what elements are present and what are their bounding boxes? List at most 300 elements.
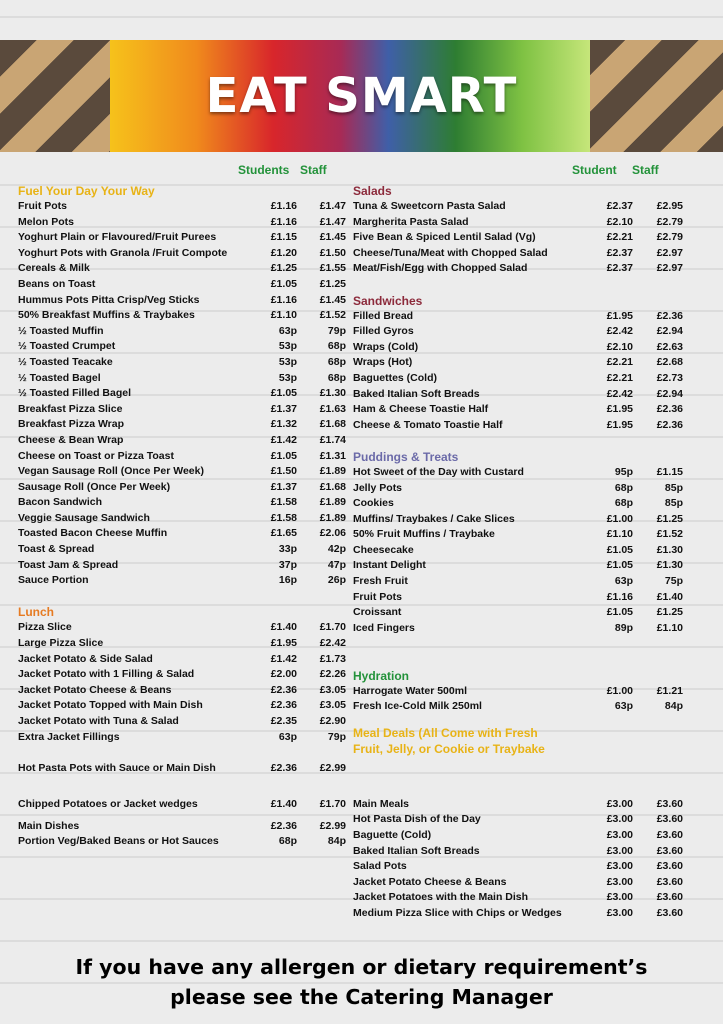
staff-price: £1.25 (319, 277, 346, 290)
menu-item (353, 875, 683, 891)
student-price: £2.21 (606, 356, 633, 369)
item-name: Yoghurt Pots with Granola /Fruit Compote (18, 246, 228, 259)
menu-item (18, 667, 346, 683)
staff-price: £2.68 (656, 356, 683, 369)
item-name: Hummus Pots Pitta Crisp/Veg Sticks (18, 293, 200, 306)
item-name: Cereals & Milk (18, 262, 90, 275)
student-price: £3.00 (606, 875, 633, 888)
student-price: £1.16 (606, 590, 633, 603)
menu-item (18, 636, 346, 652)
student-price: £1.20 (270, 246, 297, 259)
staff-price: 79p (327, 730, 346, 743)
menu-item (18, 558, 346, 574)
menu-item (353, 481, 683, 497)
student-price: 68p (614, 497, 633, 510)
menu-item (18, 215, 346, 231)
item-name: ½ Toasted Muffin (18, 324, 104, 337)
staff-price: 85p (664, 497, 683, 510)
staff-price: £3.60 (656, 875, 683, 888)
student-price: 16p (278, 574, 297, 587)
student-price: £1.95 (270, 637, 297, 650)
student-price: £1.25 (270, 262, 297, 275)
student-price: £2.10 (606, 215, 633, 228)
staff-price: £2.97 (656, 262, 683, 275)
staff-price: 84p (664, 700, 683, 713)
staff-price: £1.30 (656, 559, 683, 572)
item-name: Fresh Ice-Cold Milk 250ml (353, 700, 482, 713)
staff-price: £2.94 (656, 325, 683, 338)
section-meal-deals-title-2: Fruit, Jelly, or Cookie or Traybake (353, 741, 545, 756)
lunch-list (18, 620, 346, 745)
staff-price: 68p (327, 340, 346, 353)
item-name: Vegan Sausage Roll (Once Per Week) (18, 465, 204, 478)
staff-price: £2.26 (319, 668, 346, 681)
section-meal-deals-title-1: Meal Deals (All Come with Fresh (353, 725, 538, 740)
menu-item (18, 683, 346, 699)
student-price: 53p (278, 355, 297, 368)
menu-item (18, 495, 346, 511)
item-name: Filled Bread (353, 309, 414, 322)
student-price: £2.42 (606, 325, 633, 338)
student-price: £2.10 (606, 340, 633, 353)
staff-price: 85p (664, 481, 683, 494)
student-price: £1.58 (270, 511, 297, 524)
item-name: Meat/Fish/Egg with Chopped Salad (353, 262, 528, 275)
staff-price: £1.89 (319, 496, 346, 509)
item-name: Sausage Roll (Once Per Week) (18, 480, 171, 493)
student-price: £1.58 (270, 496, 297, 509)
staff-price: £1.52 (319, 309, 346, 322)
salads-list (353, 199, 683, 277)
page-title: EAT SMART (205, 68, 518, 124)
menu-item (353, 512, 683, 528)
menu-item (353, 527, 683, 543)
student-price: £1.16 (270, 293, 297, 306)
item-name: Hot Pasta Dish of the Day (353, 813, 481, 826)
item-name: Baguettes (Cold) (353, 371, 437, 384)
student-price: £1.95 (606, 403, 633, 416)
staff-price: £3.05 (319, 699, 346, 712)
menu-item (18, 573, 346, 589)
staff-price: £1.47 (319, 200, 346, 212)
item-name: Croissant (353, 606, 402, 619)
staff-price: £1.89 (319, 465, 346, 478)
menu-item (353, 261, 683, 277)
staff-price: £1.25 (656, 512, 683, 525)
menu-item (18, 339, 346, 355)
menu-item (18, 730, 346, 746)
staff-price: £1.70 (319, 621, 346, 634)
item-name: Bacon Sandwich (18, 496, 103, 509)
menu-item (353, 355, 683, 371)
student-price: £2.42 (606, 387, 633, 400)
item-name: Jacket Potatoes with the Main Dish (353, 891, 529, 904)
student-price: £2.21 (606, 231, 633, 244)
menu-item (353, 844, 683, 860)
staff-price: £2.79 (656, 215, 683, 228)
sandwiches-list (353, 309, 683, 434)
item-name: Filled Gyros (353, 325, 414, 338)
staff-price: 79p (327, 324, 346, 337)
item-name: ½ Toasted Teacake (18, 355, 113, 368)
menu-item (353, 605, 683, 621)
menu-item (353, 230, 683, 246)
student-price: £1.05 (270, 449, 297, 462)
staff-price: £3.60 (656, 906, 683, 919)
menu-item (353, 324, 683, 340)
hydration-list (353, 684, 683, 715)
item-name: Hot Sweet of the Day with Custard (353, 465, 524, 478)
staff-price: 68p (327, 355, 346, 368)
item-name: Breakfast Pizza Wrap (18, 418, 125, 431)
menu-item (18, 652, 346, 668)
left-students-header: Students (238, 163, 290, 177)
staff-price: £1.68 (319, 480, 346, 493)
menu-item (18, 386, 346, 402)
left-column (18, 183, 346, 850)
item-name: Jacket Potato Cheese & Beans (353, 875, 507, 888)
item-name: Sauce Portion (18, 574, 89, 587)
item-name: Baked Italian Soft Breads (353, 844, 480, 857)
menu-item (18, 355, 346, 371)
item-name: Cheesecake (353, 543, 414, 556)
staff-price: £3.60 (656, 891, 683, 904)
menu-item: Chipped Potatoes or Jacket wedges £1.40 £1.70 (18, 797, 346, 810)
staff-price: £1.45 (319, 293, 346, 306)
section-sandwiches-title: Sandwiches (353, 293, 423, 308)
menu-item (18, 371, 346, 387)
student-price: £1.37 (270, 480, 297, 493)
staff-price: £1.30 (319, 387, 346, 400)
left-staff-header: Staff (300, 163, 327, 177)
student-price: £1.65 (270, 527, 297, 540)
item-name: Fruit Pots (353, 590, 402, 603)
section-lunch-title: Lunch (18, 605, 54, 620)
item-name: Jacket Potato with Tuna & Salad (18, 715, 179, 727)
student-price: £2.36 (270, 819, 297, 832)
staff-price: £1.52 (656, 528, 683, 541)
item-name: Jacket Potato & Side Salad (18, 652, 153, 665)
staff-price: £2.36 (656, 418, 683, 431)
student-price: 37p (278, 558, 297, 571)
item-name: Five Bean & Spiced Lentil Salad (Vg) (353, 231, 536, 244)
item-name: Toast & Spread (18, 543, 95, 556)
item-name: Cheese/Tuna/Meat with Chopped Salad (353, 246, 548, 259)
menu-item (18, 308, 346, 324)
student-price: £2.36 (270, 699, 297, 712)
student-price: 63p (278, 324, 297, 337)
item-name: Cheese on Toast or Pizza Toast (18, 449, 174, 462)
allergen-notice (0, 952, 723, 1012)
menu-item (353, 684, 683, 700)
section-fuel-title: Fuel Your Day Your Way (18, 184, 155, 198)
menu-item (353, 890, 683, 906)
staff-price: £1.89 (319, 511, 346, 524)
staff-price: £1.73 (319, 652, 346, 665)
staff-price: £1.50 (319, 246, 346, 259)
menu-item (353, 340, 683, 356)
item-name: Jelly Pots (353, 481, 403, 494)
menu-item (353, 387, 683, 403)
staff-price: £1.40 (656, 590, 683, 603)
menu-item (18, 464, 346, 480)
section-salads-title: Salads (353, 184, 392, 198)
student-price: 33p (278, 543, 297, 556)
item-name: Fresh Fruit (353, 575, 408, 588)
item-name: Wraps (Cold) (353, 340, 419, 353)
item-name: ½ Toasted Bagel (18, 371, 101, 384)
menu-item (18, 293, 346, 309)
student-price: £1.05 (270, 387, 297, 400)
staff-price: £2.42 (319, 637, 346, 650)
item-name: Cookies (353, 497, 394, 510)
menu-item (18, 834, 346, 850)
menu-item (18, 620, 346, 636)
item-name: Wraps (Hot) (353, 356, 413, 369)
item-name: Pizza Slice (18, 621, 72, 634)
student-price: £1.95 (606, 418, 633, 431)
menu-item (18, 511, 346, 527)
menu-item (18, 324, 346, 340)
staff-price: 75p (664, 575, 683, 588)
staff-price: £2.36 (656, 309, 683, 322)
item-name: Salad Pots (353, 860, 407, 873)
student-price: £3.00 (606, 797, 633, 810)
item-name: Breakfast Pizza Slice (18, 402, 123, 415)
student-price: £1.10 (606, 528, 633, 541)
menu-item (353, 496, 683, 512)
staff-price: £2.06 (319, 527, 346, 540)
staff-price: £1.15 (656, 465, 683, 478)
student-price: £1.05 (606, 543, 633, 556)
student-price: 53p (278, 371, 297, 384)
menu-item (18, 449, 346, 465)
menu-item (353, 797, 683, 813)
menu-item (18, 277, 346, 293)
fuel-list (18, 199, 346, 589)
student-price: 53p (278, 340, 297, 353)
item-name: ½ Toasted Crumpet (18, 340, 116, 353)
staff-price: £2.90 (319, 715, 346, 727)
item-name: Melon Pots (18, 215, 75, 228)
student-price: 63p (614, 575, 633, 588)
student-price: £1.37 (270, 402, 297, 415)
menu-item (353, 465, 683, 481)
student-price: £1.05 (606, 606, 633, 619)
staff-price: £2.99 (319, 819, 346, 832)
section-hydration-title: Hydration (353, 668, 410, 683)
menu-item (18, 199, 346, 215)
menu-item (353, 309, 683, 325)
menu-item (18, 480, 346, 496)
student-price: £1.42 (270, 652, 297, 665)
menu-item (353, 590, 683, 606)
staff-price: 84p (327, 835, 346, 848)
student-price: £1.95 (606, 309, 633, 322)
student-price: £1.00 (606, 684, 633, 697)
item-name: Jacket Potato with 1 Filling & Salad (18, 668, 195, 681)
student-price: £1.32 (270, 418, 297, 431)
item-name: Jacket Potato Topped with Main Dish (18, 699, 203, 712)
item-name: Iced Fingers (353, 621, 415, 634)
item-name: Large Pizza Slice (18, 637, 104, 650)
menu-item (353, 215, 683, 231)
staff-price: 47p (327, 558, 346, 571)
item-name: Baguette (Cold) (353, 829, 432, 841)
staff-price: 42p (327, 543, 346, 556)
menu-item (353, 418, 683, 434)
staff-price: £2.36 (656, 403, 683, 416)
item-name: Muffins/ Traybakes / Cake Slices (353, 512, 515, 525)
staff-price: £1.63 (319, 402, 346, 415)
student-price: £1.40 (270, 621, 297, 634)
student-price: £1.42 (270, 433, 297, 446)
staff-price: £2.73 (656, 371, 683, 384)
mains-list (18, 819, 346, 850)
menu-item (353, 199, 683, 215)
item-name: 50% Fruit Muffins / Traybake (353, 528, 495, 541)
staff-price: £3.60 (656, 829, 683, 841)
item-name: 50% Breakfast Muffins & Traybakes (18, 309, 195, 322)
student-price: 68p (614, 481, 633, 494)
student-price: £3.00 (606, 813, 633, 826)
student-price: £3.00 (606, 891, 633, 904)
student-price: £2.37 (606, 262, 633, 275)
menu-item (353, 621, 683, 637)
item-name: Toasted Bacon Cheese Muffin (18, 527, 168, 540)
staff-price: £3.60 (656, 813, 683, 826)
staff-price: 26p (327, 574, 346, 587)
student-price: £2.21 (606, 371, 633, 384)
item-name: Portion Veg/Baked Beans or Hot Sauces (18, 835, 219, 848)
menu-item (18, 542, 346, 558)
item-name: Fruit Pots (18, 200, 67, 212)
item-name: ½ Toasted Filled Bagel (18, 387, 131, 400)
menu-item (353, 574, 683, 590)
staff-price: £1.31 (319, 449, 346, 462)
student-price: £3.00 (606, 860, 633, 873)
student-price: £2.36 (270, 683, 297, 696)
section-puddings-title: Puddings & Treats (353, 449, 459, 464)
staff-price: £3.60 (656, 844, 683, 857)
student-price: 68p (278, 835, 297, 848)
right-staff-header: Staff (632, 163, 659, 177)
menu-item (353, 371, 683, 387)
student-price: £1.10 (270, 309, 297, 322)
student-price: £2.00 (270, 668, 297, 681)
staff-price: £1.45 (319, 231, 346, 244)
menu-item (18, 230, 346, 246)
menu-item (353, 859, 683, 875)
meal-deals-list (353, 797, 683, 922)
item-name: Main Dishes (18, 819, 80, 832)
student-price: 89p (614, 621, 633, 634)
staff-price: £1.55 (319, 262, 346, 275)
item-name: Extra Jacket Fillings (18, 730, 120, 743)
student-price: £3.00 (606, 829, 633, 841)
student-price: £3.00 (606, 844, 633, 857)
item-name: Cheese & Bean Wrap (18, 433, 124, 446)
item-name: Tuna & Sweetcorn Pasta Salad (353, 200, 506, 212)
item-name: Cheese & Tomato Toastie Half (353, 418, 503, 431)
item-name: Veggie Sausage Sandwich (18, 511, 150, 524)
staff-price: £1.25 (656, 606, 683, 619)
item-name: Jacket Potato Cheese & Beans (18, 683, 172, 696)
menu-item (18, 526, 346, 542)
menu-item (353, 543, 683, 559)
student-price: 63p (614, 700, 633, 713)
item-name: Main Meals (353, 797, 410, 810)
student-price: £1.15 (270, 231, 297, 244)
menu-item (353, 558, 683, 574)
menu-item (353, 699, 683, 715)
menu-item: Hot Pasta Pots with Sauce or Main Dish £2.36 £2.99 (18, 761, 346, 774)
student-price: 63p (278, 730, 297, 743)
staff-price: £3.60 (656, 860, 683, 873)
staff-price: £2.94 (656, 387, 683, 400)
menu-item (353, 246, 683, 262)
staff-price: £3.60 (656, 797, 683, 810)
item-name: Toast Jam & Spread (18, 558, 119, 571)
header-banner (0, 40, 723, 152)
puddings-list (353, 465, 683, 637)
student-price: £1.05 (606, 559, 633, 572)
student-price: £1.16 (270, 200, 297, 212)
item-name: Ham & Cheese Toastie Half (353, 403, 489, 416)
right-students-header: Student (572, 163, 617, 177)
staff-price: £1.47 (319, 215, 346, 228)
student-price: 95p (614, 465, 633, 478)
staff-price: £1.21 (656, 684, 683, 697)
right-column (353, 183, 683, 922)
allergen-notice-line-1: If you have any allergen or dietary requirement’s (75, 955, 648, 979)
staff-price: £1.68 (319, 418, 346, 431)
menu-item (353, 402, 683, 418)
student-price: £1.05 (270, 277, 297, 290)
staff-price: £1.30 (656, 543, 683, 556)
staff-price: £2.63 (656, 340, 683, 353)
allergen-notice-line-2: please see the Catering Manager (170, 985, 553, 1009)
staff-price: 68p (327, 371, 346, 384)
menu-item (18, 819, 346, 835)
staff-price: £2.79 (656, 231, 683, 244)
menu-item (18, 433, 346, 449)
item-name: Margherita Pasta Salad (353, 215, 469, 228)
menu-item (18, 417, 346, 433)
menu-item (18, 714, 346, 730)
staff-price: £1.10 (656, 621, 683, 634)
student-price: £2.37 (606, 200, 633, 212)
menu-item (18, 246, 346, 262)
menu-item (18, 698, 346, 714)
staff-price: £3.05 (319, 683, 346, 696)
item-name: Beans on Toast (18, 277, 96, 290)
item-name: Yoghurt Plain or Flavoured/Fruit Purees (18, 231, 217, 244)
item-name: Medium Pizza Slice with Chips or Wedges (353, 906, 562, 919)
menu-item (18, 402, 346, 418)
student-price: £1.16 (270, 215, 297, 228)
staff-price: £2.97 (656, 246, 683, 259)
staff-price: £2.95 (656, 200, 683, 212)
menu-item (353, 812, 683, 828)
student-price: £2.35 (270, 715, 297, 727)
student-price: £1.50 (270, 465, 297, 478)
student-price: £2.37 (606, 246, 633, 259)
item-name: Harrogate Water 500ml (353, 684, 467, 697)
student-price: £1.00 (606, 512, 633, 525)
item-name: Instant Delight (353, 559, 426, 572)
menu-item (353, 828, 683, 844)
